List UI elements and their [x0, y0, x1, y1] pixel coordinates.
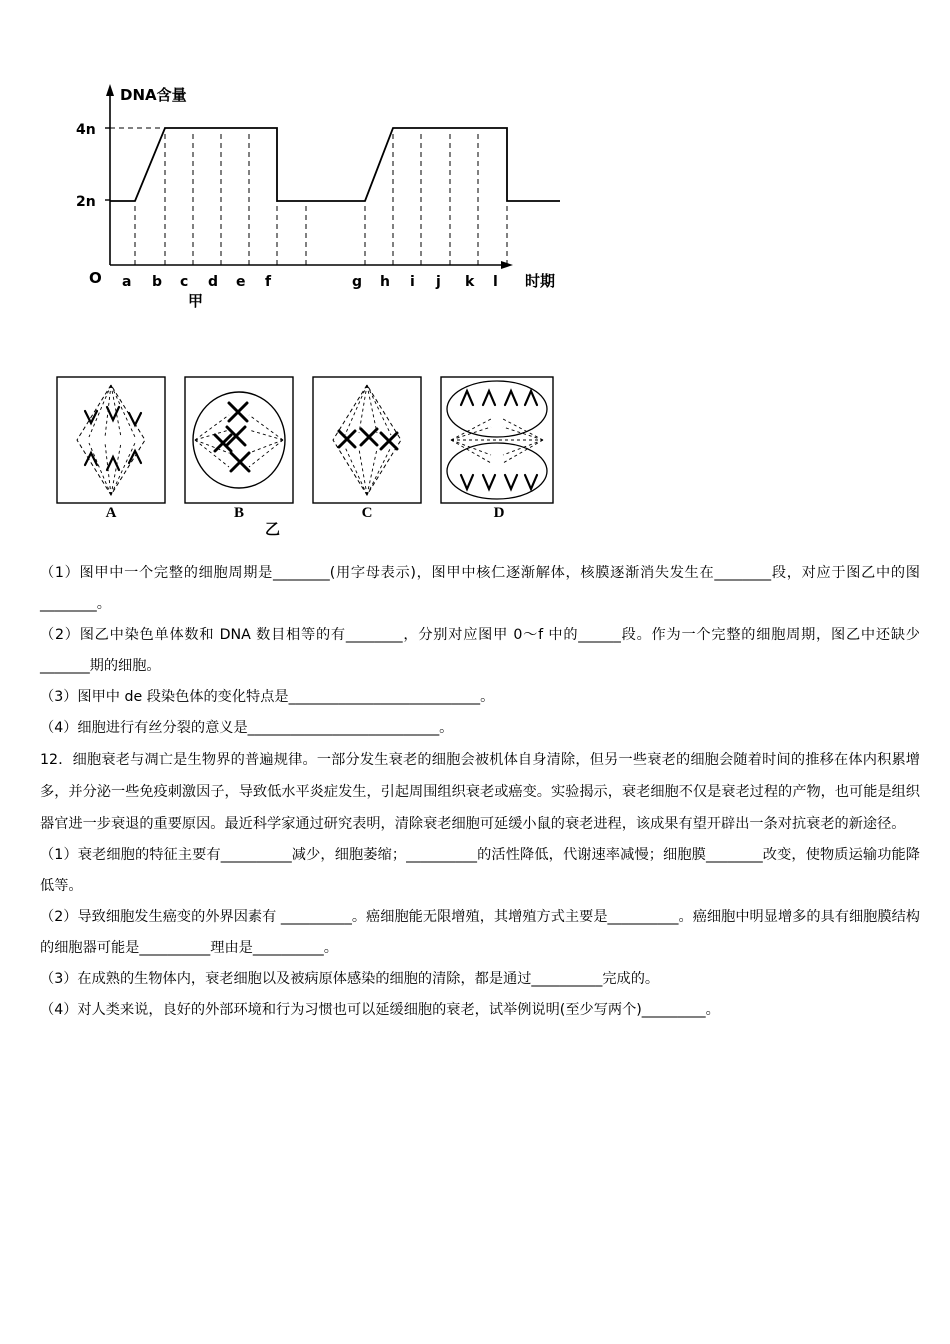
svg-text:c: c	[180, 274, 189, 290]
cell-label-d: D	[493, 505, 505, 521]
svg-text:e: e	[236, 274, 246, 290]
svg-text:j: j	[436, 274, 441, 290]
svg-text:k: k	[465, 274, 475, 290]
svg-text:4n: 4n	[76, 122, 96, 138]
item-12-question-3: （3）在成熟的生物体内，衰老细胞以及被病原体感染的细胞的清除，都是通过__________完成的。	[40, 971, 660, 987]
figure-yi-caption: 乙	[265, 520, 281, 538]
item-12-question-4: （4）对人类来说，良好的外部环境和行为习惯也可以延缓细胞的衰老，试举例说明(至少写两个)_________。	[40, 1002, 720, 1018]
item-12-question-1: （1）衰老细胞的特征主要有__________减少，细胞萎缩；__________的活性降低，代谢速率减慢；细胞膜________改变，使物质运输功能降低等。	[40, 847, 920, 894]
svg-text:时期: 时期	[525, 272, 556, 290]
item-12-question-2: （2）导致细胞发生癌变的外界因素有 __________。癌细胞能无限增殖，其增殖方式主要是__________。癌细胞中明显增多的具有细胞膜结构的细胞器可能是__________理由是__________。	[40, 909, 920, 956]
svg-text:h: h	[380, 274, 390, 290]
question-1: （1）图甲中一个完整的细胞周期是________(用字母表示)，图甲中核仁逐渐解体，核膜逐渐消失发生在________段，对应于图乙中的图________。	[40, 565, 920, 612]
svg-text:2n: 2n	[76, 194, 96, 210]
cell-label-b: B	[233, 505, 244, 521]
svg-text:i: i	[410, 274, 415, 290]
question-text-body	[40, 558, 920, 1026]
svg-text:甲: 甲	[188, 292, 204, 310]
item-12-stem: 12．细胞衰老与凋亡是生物界的普遍规律。一部分发生衰老的细胞会被机体自身清除，但另一些衰老的细胞会随着时间的推移在体内积累增多，并分泌一些免疫刺激因子，导致低水平炎症发生，引起周围组织衰老或癌变。实验揭示，衰老细胞不仅是衰老过程的产物，也可能是组织器官进一步衰退的重要原因。最近科学家通过研究表明，清除衰老细胞可延缓小鼠的衰老进程，该成果有望开辟出一条对抗衰老的新途径。	[40, 752, 920, 832]
cell-label-c: C	[361, 505, 373, 521]
svg-text:g: g	[352, 274, 363, 290]
svg-text:O: O	[89, 269, 102, 287]
svg-text:DNA含量: DNA含量	[120, 86, 187, 104]
question-4: （4）细胞进行有丝分裂的意义是___________________________。	[40, 720, 454, 736]
svg-text:d: d	[208, 274, 219, 290]
svg-text:b: b	[152, 274, 163, 290]
svg-text:l: l	[493, 274, 498, 290]
dna-content-figure	[60, 70, 580, 310]
svg-text:f: f	[265, 274, 272, 290]
cell-figure-labels	[55, 505, 565, 527]
question-2: （2）图乙中染色单体数和 DNA 数目相等的有________，分别对应图甲 0～f 中的______段。作为一个完整的细胞周期，图乙中还缺少_______期的细胞。	[40, 627, 920, 674]
svg-text:a: a	[122, 274, 132, 290]
question-3: （3）图甲中 de 段染色体的变化特点是___________________________。	[40, 689, 495, 705]
cell-label-a: A	[105, 505, 117, 521]
